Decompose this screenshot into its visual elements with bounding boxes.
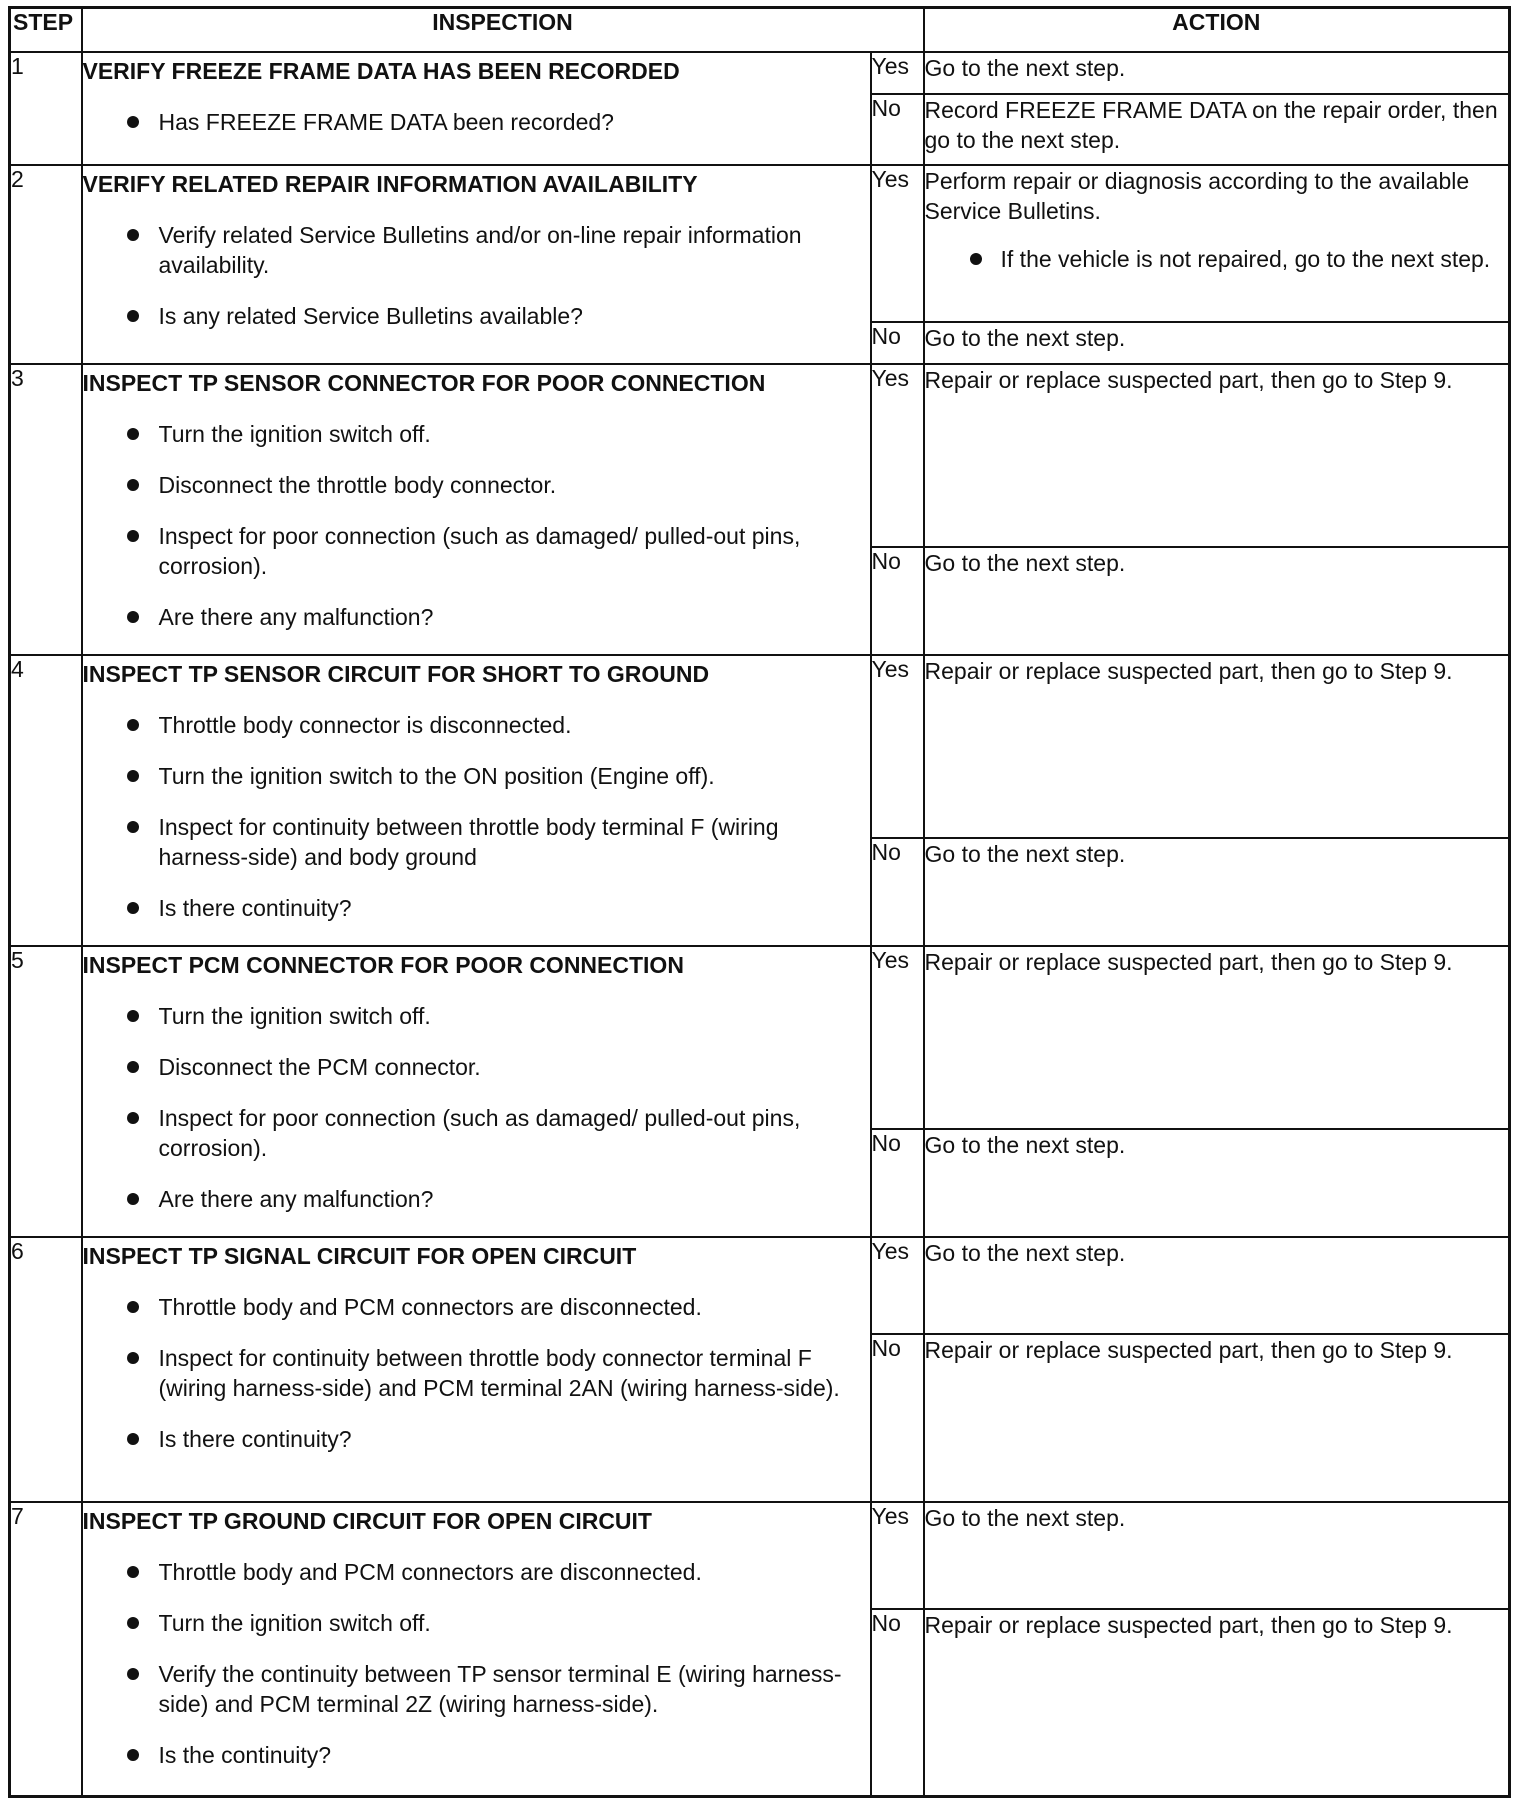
bullet-dot-icon: [970, 253, 982, 265]
step-row-yes: [10, 655, 1510, 838]
inspection-cell: [82, 1237, 871, 1502]
no-label: No: [871, 1609, 924, 1796]
inspection-bullet: [83, 1184, 870, 1214]
no-label: No: [871, 322, 924, 364]
inspection-cell: [82, 364, 871, 655]
bullet-dot-icon: [127, 1668, 139, 1680]
inspection-bullet: [83, 220, 870, 280]
inspection-bullets: [83, 220, 870, 331]
bullet-text: Turn the ignition switch off.: [158, 1610, 431, 1636]
yes-action: [924, 946, 1510, 1129]
no-label: No: [871, 547, 924, 655]
yes-action: [924, 165, 1510, 322]
step-number: 5: [10, 946, 82, 1237]
bullet-text: Is the continuity?: [158, 1742, 332, 1768]
yes-action-subbullets: [925, 244, 1509, 274]
bullet-dot-icon: [127, 770, 139, 782]
inspection-bullet: [83, 1052, 870, 1082]
bullet-dot-icon: [127, 310, 139, 322]
bullet-dot-icon: [127, 1010, 139, 1022]
inspection-bullet: [83, 1001, 870, 1031]
inspection-title: INSPECT TP GROUND CIRCUIT FOR OPEN CIRCUIT: [82, 1508, 652, 1534]
bullet-dot-icon: [127, 1433, 139, 1445]
no-label: No: [871, 94, 924, 165]
subbullet-text: If the vehicle is not repaired, go to the next step.: [1000, 246, 1491, 272]
bullet-dot-icon: [127, 821, 139, 833]
inspection-bullet: [83, 107, 870, 137]
bullet-text: Verify related Service Bulletins and/or on-line repair information availability.: [158, 222, 802, 278]
bullet-dot-icon: [127, 1112, 139, 1124]
bullet-text: Disconnect the PCM connector.: [158, 1054, 481, 1080]
bullet-text: Are there any malfunction?: [158, 604, 434, 630]
inspection-bullets: [83, 710, 870, 923]
yes-action-text: Go to the next step.: [924, 55, 1126, 81]
bullet-dot-icon: [127, 1566, 139, 1578]
inspection-bullet: [83, 521, 870, 581]
bullet-text: Throttle body and PCM connectors are disconnected.: [158, 1294, 702, 1320]
bullet-dot-icon: [127, 116, 139, 128]
inspection-title: INSPECT TP SENSOR CIRCUIT FOR SHORT TO GROUND: [82, 661, 710, 687]
bullet-dot-icon: [127, 902, 139, 914]
yes-action-text: Repair or replace suspected part, then go to Step 9.: [924, 367, 1453, 393]
header-step: STEP: [10, 8, 82, 53]
inspection-bullet: [83, 602, 870, 632]
bullet-dot-icon: [127, 611, 139, 623]
inspection-bullet: [83, 1557, 870, 1587]
bullet-dot-icon: [127, 1617, 139, 1629]
bullet-text: Is there continuity?: [158, 1426, 352, 1452]
bullet-text: Verify the continuity between TP sensor terminal E (wiring harness-side) and PCM terminal 2Z (wiring harness-side).: [158, 1661, 842, 1717]
inspection-cell: [82, 1502, 871, 1796]
inspection-bullets: [83, 1557, 870, 1770]
bullet-text: Is any related Service Bulletins available?: [158, 303, 583, 329]
yes-action-text: Go to the next step.: [924, 1505, 1126, 1531]
inspection-bullet: [83, 1740, 870, 1770]
inspection-bullet: [83, 301, 870, 331]
yes-action: [924, 364, 1510, 547]
bullet-dot-icon: [127, 1061, 139, 1073]
yes-label: Yes: [871, 52, 924, 94]
procedure-table: [8, 6, 1511, 1798]
step-number: 2: [10, 165, 82, 364]
no-label: No: [871, 1334, 924, 1502]
yes-label: Yes: [871, 655, 924, 838]
inspection-title: VERIFY RELATED REPAIR INFORMATION AVAILABILITY: [82, 171, 698, 197]
bullet-text: Turn the ignition switch off.: [158, 1003, 431, 1029]
no-label: No: [871, 1129, 924, 1237]
inspection-bullet: [83, 1424, 870, 1454]
no-action: Repair or replace suspected part, then go to Step 9.: [924, 1334, 1510, 1502]
inspection-bullet: [83, 1659, 870, 1719]
inspection-bullet: [83, 1292, 870, 1322]
inspection-bullets: [83, 1292, 870, 1454]
inspection-title: INSPECT TP SENSOR CONNECTOR FOR POOR CONNECTION: [82, 370, 766, 396]
bullet-text: Is there continuity?: [158, 895, 352, 921]
yes-action: [924, 655, 1510, 838]
bullet-dot-icon: [127, 1301, 139, 1313]
bullet-dot-icon: [127, 719, 139, 731]
step-number: 7: [10, 1502, 82, 1796]
yes-label: Yes: [871, 1237, 924, 1334]
step-row-yes: [10, 52, 1510, 94]
no-action: Go to the next step.: [924, 1129, 1510, 1237]
yes-label: Yes: [871, 1502, 924, 1609]
no-action: Go to the next step.: [924, 838, 1510, 946]
bullet-text: Throttle body connector is disconnected.: [158, 712, 572, 738]
yes-action: [924, 1502, 1510, 1609]
yes-action: [924, 1237, 1510, 1334]
no-action: Repair or replace suspected part, then go to Step 9.: [924, 1609, 1510, 1796]
inspection-bullet: [83, 470, 870, 500]
inspection-title: INSPECT PCM CONNECTOR FOR POOR CONNECTION: [82, 952, 684, 978]
inspection-bullets: [83, 1001, 870, 1214]
step-row-yes: [10, 1502, 1510, 1609]
bullet-dot-icon: [127, 1193, 139, 1205]
bullet-text: Inspect for continuity between throttle body terminal F (wiring harness-side) and body ground: [158, 814, 779, 870]
bullet-text: Inspect for continuity between throttle body connector terminal F (wiring harness-side) and PCM terminal 2AN (wiring harness-side).: [158, 1345, 840, 1401]
bullet-text: Turn the ignition switch off.: [158, 421, 431, 447]
bullet-dot-icon: [127, 428, 139, 440]
step-row-yes: [10, 364, 1510, 547]
yes-action-subbullet: [925, 244, 1509, 274]
inspection-title: INSPECT TP SIGNAL CIRCUIT FOR OPEN CIRCUIT: [82, 1243, 637, 1269]
inspection-cell: [82, 165, 871, 364]
yes-action-text: Repair or replace suspected part, then go to Step 9.: [924, 658, 1453, 684]
inspection-cell: [82, 946, 871, 1237]
yes-action-text: Go to the next step.: [924, 1240, 1126, 1266]
inspection-bullet: [83, 710, 870, 740]
bullet-text: Inspect for poor connection (such as damaged/ pulled-out pins, corrosion).: [158, 1105, 801, 1161]
bullet-dot-icon: [127, 530, 139, 542]
header-action: ACTION: [924, 8, 1510, 53]
inspection-title: VERIFY FREEZE FRAME DATA HAS BEEN RECORDED: [82, 58, 680, 84]
step-row-yes: [10, 946, 1510, 1129]
yes-label: Yes: [871, 165, 924, 322]
yes-label: Yes: [871, 364, 924, 547]
no-action: Go to the next step.: [924, 322, 1510, 364]
inspection-bullet: [83, 812, 870, 872]
yes-action: [924, 52, 1510, 94]
bullet-text: Turn the ignition switch to the ON position (Engine off).: [158, 763, 715, 789]
bullet-dot-icon: [127, 1352, 139, 1364]
bullet-text: Inspect for poor connection (such as damaged/ pulled-out pins, corrosion).: [158, 523, 801, 579]
step-number: 1: [10, 52, 82, 165]
inspection-cell: [82, 655, 871, 946]
inspection-bullet: [83, 1343, 870, 1403]
step-number: 6: [10, 1237, 82, 1502]
step-number: 3: [10, 364, 82, 655]
bullet-dot-icon: [127, 1749, 139, 1761]
inspection-bullets: [83, 107, 870, 137]
inspection-bullet: [83, 761, 870, 791]
inspection-bullet: [83, 1103, 870, 1163]
inspection-cell: [82, 52, 871, 165]
inspection-bullet: [83, 893, 870, 923]
bullet-dot-icon: [127, 479, 139, 491]
yes-label: Yes: [871, 946, 924, 1129]
inspection-bullets: [83, 419, 870, 632]
header-inspection: INSPECTION: [82, 8, 924, 53]
step-number: 4: [10, 655, 82, 946]
no-action: Go to the next step.: [924, 547, 1510, 655]
yes-action-text: Repair or replace suspected part, then go to Step 9.: [924, 949, 1453, 975]
step-row-yes: [10, 1237, 1510, 1334]
bullet-dot-icon: [127, 229, 139, 241]
yes-action-text: Perform repair or diagnosis according to the available Service Bulletins.: [924, 168, 1470, 224]
no-label: No: [871, 838, 924, 946]
bullet-text: Has FREEZE FRAME DATA been recorded?: [158, 109, 614, 135]
header-row: [10, 8, 1510, 53]
inspection-bullet: [83, 1608, 870, 1638]
no-action: Record FREEZE FRAME DATA on the repair order, then go to the next step.: [924, 94, 1510, 165]
bullet-text: Disconnect the throttle body connector.: [158, 472, 557, 498]
bullet-text: Are there any malfunction?: [158, 1186, 434, 1212]
inspection-bullet: [83, 419, 870, 449]
bullet-text: Throttle body and PCM connectors are disconnected.: [158, 1559, 702, 1585]
step-row-yes: [10, 165, 1510, 322]
